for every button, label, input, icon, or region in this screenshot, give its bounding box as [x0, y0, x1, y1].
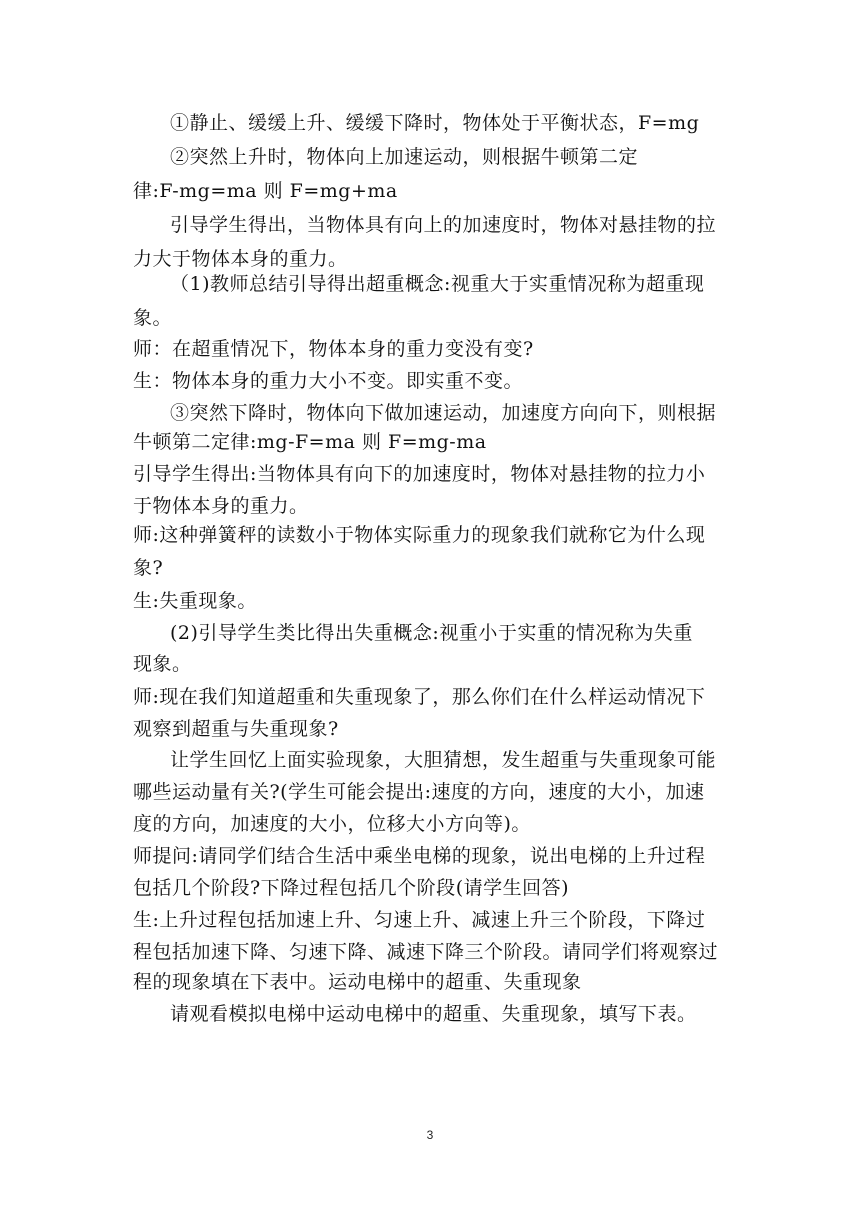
text-line: 师:现在我们知道超重和失重现象了，那么你们在什么样运动情况下: [133, 686, 706, 708]
text-line: 生:失重现象。: [133, 590, 257, 612]
text-line: ②突然上升时，物体向上加速运动，则根据牛顿第二定: [170, 146, 639, 168]
text-line: 师提问:请同学们结合生活中乘坐电梯的现象，说出电梯的上升过程: [133, 845, 706, 867]
text-line: 力大于物体本身的重力。: [133, 248, 348, 270]
text-line: 哪些运动量有关?(学生可能会提出:速度的方向，速度的大小，加速: [133, 781, 705, 803]
text-line: 象?: [133, 557, 164, 579]
text-line: 请观看模拟电梯中运动电梯中的超重、失重现象，填写下表。: [170, 1003, 697, 1025]
text-line: 程包括加速下降、匀速下降、减速下降三个阶段。请同学们将观察过: [133, 941, 719, 963]
text-line: 引导学生得出:当物体具有向下的加速度时，物体对悬挂物的拉力小: [133, 463, 706, 485]
text-line: 牛顿第二定律:mg-F=ma 则 F=mg-ma: [133, 431, 487, 453]
text-line: 律:F-mg=ma 则 F=mg+ma: [133, 180, 398, 202]
text-line: 于物体本身的重力。: [133, 495, 309, 517]
text-line: ③突然下降时，物体向下做加速运动，加速度方向向下，则根据: [170, 402, 717, 424]
text-line: 程的现象填在下表中。运动电梯中的超重、失重现象: [133, 971, 582, 993]
text-line: (2)引导学生类比得出失重概念:视重小于实重的情况称为失重: [170, 622, 693, 644]
text-line: 观察到超重与失重现象?: [133, 718, 339, 740]
text-line: 象。: [133, 307, 173, 329]
text-line: 生：物体本身的重力大小不变。即实重不变。: [133, 370, 524, 392]
page-number: 3: [426, 1128, 434, 1142]
text-line: 师:这种弹簧秤的读数小于物体实际重力的现象我们就称它为什么现: [133, 524, 706, 546]
text-line: 引导学生得出，当物体具有向上的加速度时，物体对悬挂物的拉: [170, 214, 717, 236]
text-line: 现象。: [133, 653, 192, 675]
text-line: ①静止、缓缓上升、缓缓下降时，物体处于平衡状态，F=mg: [170, 112, 700, 134]
text-line: 让学生回忆上面实验现象，大胆猜想，发生超重与失重现象可能: [170, 749, 717, 771]
text-line: （1)教师总结引导得出超重概念:视重大于实重情况称为超重现: [170, 273, 705, 295]
text-line: 师：在超重情况下，物体本身的重力变没有变?: [133, 338, 534, 360]
text-line: 生:上升过程包括加速上升、匀速上升、减速上升三个阶段，下降过: [133, 909, 706, 931]
text-line: 包括几个阶段?下降过程包括几个阶段(请学生回答): [133, 877, 570, 899]
text-line: 度的方向，加速度的大小，位移大小方向等)。: [133, 813, 531, 835]
